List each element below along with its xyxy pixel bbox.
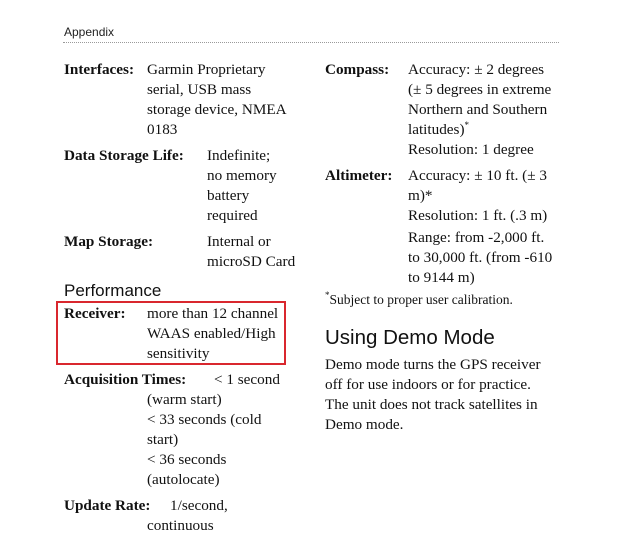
footnote-marker: * xyxy=(325,290,330,300)
interfaces-label: Interfaces: xyxy=(64,61,134,78)
acquisition-line: (autolocate) xyxy=(147,471,220,488)
altimeter-line: to 30,000 ft. (from -610 xyxy=(408,249,553,266)
compass-line: Resolution: 1 degree xyxy=(408,141,534,158)
data-storage-line: battery xyxy=(207,187,250,204)
receiver-line: more than 12 channel xyxy=(147,305,279,322)
update-rate-line: continuous xyxy=(147,517,214,534)
demo-paragraph-line: Demo mode turns the GPS receiver xyxy=(325,356,541,373)
acquisition-label: Acquisition Times: xyxy=(64,371,187,388)
section-title: Appendix xyxy=(64,25,115,39)
acquisition-line: start) xyxy=(147,431,179,448)
data-storage-line: required xyxy=(207,207,258,224)
interfaces-line: Garmin Proprietary xyxy=(147,61,266,78)
update-rate-line: 1/second, xyxy=(170,497,228,514)
compass-line: (± 5 degrees in extreme xyxy=(408,81,552,98)
demo-paragraph-line: off for use indoors or for practice. xyxy=(325,376,531,393)
data-storage-line: Indefinite; xyxy=(207,147,271,164)
interfaces-line: 0183 xyxy=(147,121,178,138)
update-rate-label: Update Rate: xyxy=(64,497,151,514)
map-storage-line: Internal or xyxy=(207,233,271,250)
compass-line: Northern and Southern xyxy=(408,101,548,118)
altimeter-line: Accuracy: ± 10 ft. (± 3 xyxy=(408,167,547,184)
data-storage-label: Data Storage Life: xyxy=(64,147,184,164)
calibration-footnote: *Subject to proper user calibration. xyxy=(325,290,513,307)
interfaces-line: storage device, NMEA xyxy=(147,101,287,118)
interfaces-line: serial, USB mass xyxy=(147,81,252,98)
map-storage-label: Map Storage: xyxy=(64,233,153,250)
demo-paragraph-line: The unit does not track satellites in xyxy=(325,396,538,413)
performance-heading: Performance xyxy=(64,281,162,300)
altimeter-line: m)* xyxy=(408,187,433,204)
acquisition-line: < 33 seconds (cold xyxy=(147,411,262,428)
altimeter-label: Altimeter: xyxy=(325,167,393,184)
map-storage-line: microSD Card xyxy=(207,253,296,270)
data-storage-line: no memory xyxy=(207,167,277,184)
page-header xyxy=(63,24,559,43)
compass-line: Accuracy: ± 2 degrees xyxy=(408,61,545,78)
demo-mode-heading: Using Demo Mode xyxy=(325,326,495,349)
altimeter-line: Resolution: 1 ft. (.3 m) xyxy=(408,207,548,224)
acquisition-line: < 36 seconds xyxy=(147,451,227,468)
receiver-line: WAAS enabled/High xyxy=(147,325,276,342)
altimeter-line: Range: from -2,000 ft. xyxy=(408,229,545,246)
acquisition-line: (warm start) xyxy=(147,391,222,408)
acquisition-line: < 1 second xyxy=(214,371,280,388)
receiver-line: sensitivity xyxy=(147,345,210,362)
footnote-marker: * xyxy=(464,120,470,130)
receiver-label: Receiver: xyxy=(64,305,126,322)
compass-line-latitudes: latitudes)* xyxy=(408,120,470,138)
compass-label: Compass: xyxy=(325,61,390,78)
demo-paragraph-line: Demo mode. xyxy=(325,416,404,433)
altimeter-line: to 9144 m) xyxy=(408,269,475,286)
